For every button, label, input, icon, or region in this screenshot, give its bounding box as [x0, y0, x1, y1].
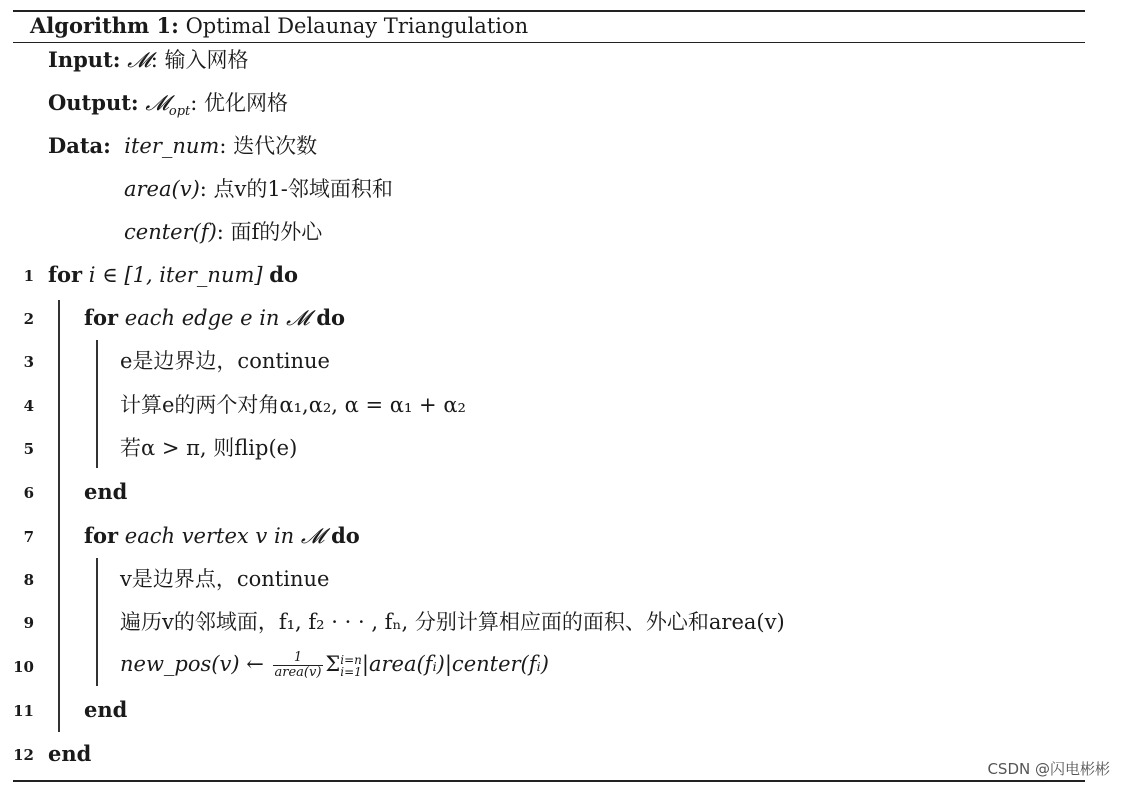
- sum-limits: i=n i=1: [340, 652, 362, 679]
- algo-line-7: for each vertex v in 𝓜 do: [84, 523, 360, 548]
- title-rule: [13, 42, 1085, 43]
- algo-line-3: e是边界边，continue: [120, 349, 330, 373]
- loop-scope-bar: [58, 300, 60, 732]
- algo-line-5: 若α > π, 则flip(e): [120, 436, 298, 460]
- edge-loop-bar: [96, 340, 98, 468]
- line-number: 4: [23, 397, 34, 415]
- bottom-rule: [13, 780, 1085, 782]
- fraction: $\frac{1}{\text{area(v)}}$: [274, 650, 322, 680]
- line-number: 11: [13, 702, 34, 720]
- watermark: CSDN @闪电彬彬: [987, 760, 1110, 778]
- line-number: 2: [23, 310, 34, 328]
- algorithm-label: Algorithm 1:: [30, 13, 179, 38]
- line-number: 12: [13, 746, 34, 764]
- algorithm-name: Optimal Delaunay Triangulation: [185, 14, 529, 38]
- input-line: Input: 𝓜: 输入网格: [48, 47, 249, 72]
- line-number: 7: [23, 528, 34, 546]
- algo-line-2: for each edge e in 𝓜 do: [84, 305, 346, 330]
- line-number: 6: [23, 484, 34, 502]
- data-area-line: area(v): 点v的1-邻域面积和: [124, 177, 393, 201]
- algo-line-12: end: [48, 741, 92, 766]
- line-number: 1: [23, 267, 34, 285]
- algo-line-4: 计算e的两个对角α₁,α₂, α = α₁ + α₂: [120, 393, 466, 417]
- data-line: Data: iter_num: 迭代次数: [48, 133, 318, 158]
- line-number: 8: [23, 571, 34, 589]
- algo-line-9: 遍历v的邻域面，f₁, f₂ · · · , fₙ, 分别计算相应面的面积、外心和area(v): [120, 610, 785, 634]
- data-center-line: center(f): 面f的外心: [124, 220, 323, 244]
- algo-line-1: for i ∈ [1, iter_num] do: [48, 262, 298, 287]
- line-number: 10: [13, 658, 34, 676]
- algo-line-8: v是边界点，continue: [120, 567, 330, 591]
- algo-line-10: new_pos(v) ← $\frac{1}{\text{area(v)}}$ Σ i=n i=1 |area(fᵢ)|center(fᵢ): [120, 650, 549, 680]
- algo-line-11: end: [84, 697, 128, 722]
- line-number: 3: [23, 353, 34, 371]
- vertex-loop-bar: [96, 558, 98, 686]
- algo-line-6: end: [84, 479, 128, 504]
- output-line: Output: 𝓜$_{opt}$: 优化网格: [48, 90, 289, 120]
- algorithm-title: [30, 12, 528, 40]
- line-number: 9: [23, 614, 34, 632]
- line-number: 5: [23, 440, 34, 458]
